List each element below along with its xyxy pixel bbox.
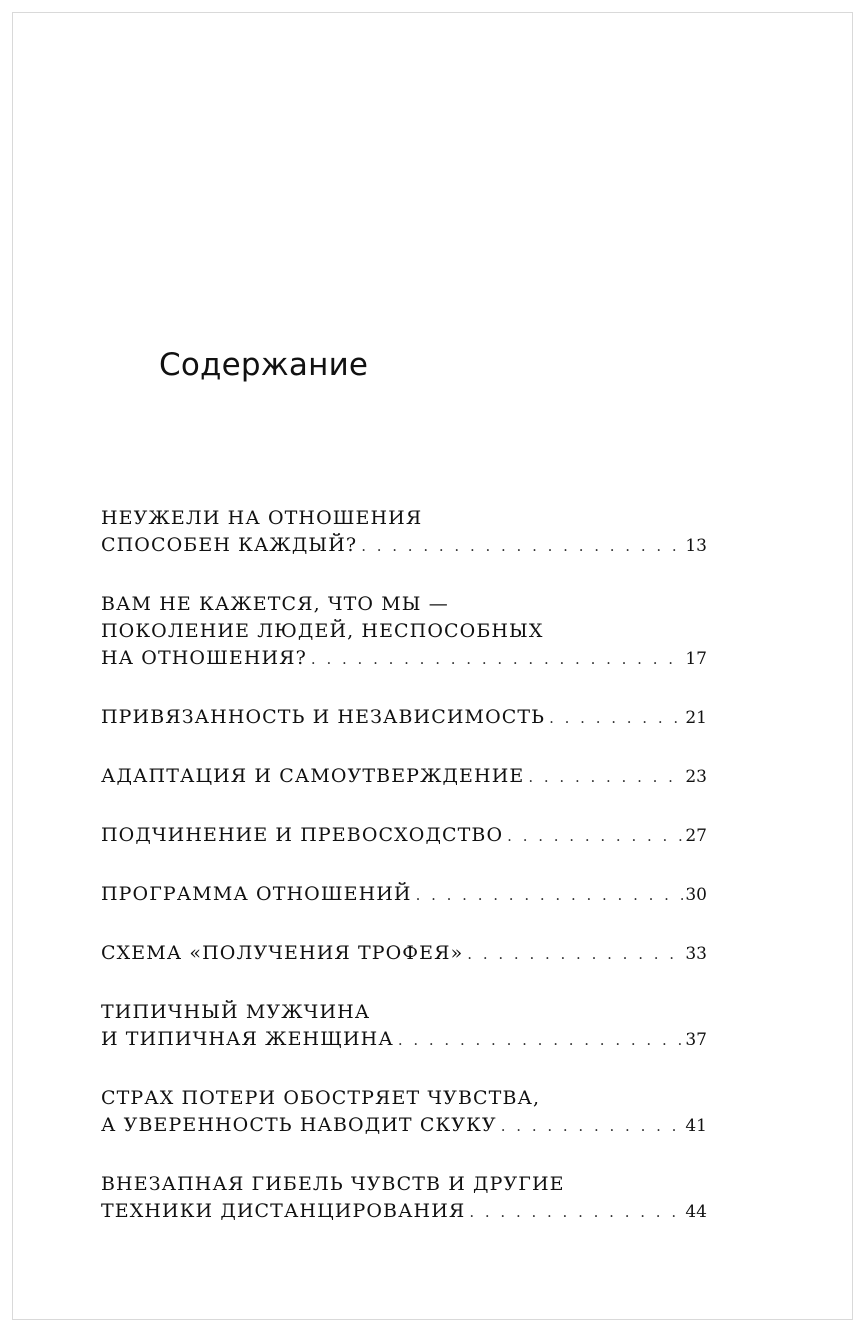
toc-entry-title-line: ВАМ НЕ КАЖЕТСЯ, ЧТО МЫ — xyxy=(101,593,449,615)
toc-entry-title-line: А УВЕРЕННОСТЬ НАВОДИТ СКУКУ xyxy=(101,1114,497,1136)
toc-entry-title-line: ТИПИЧНЫЙ МУЖЧИНА xyxy=(101,1001,371,1023)
toc-page-number: 37 xyxy=(685,1030,707,1050)
dot-leader xyxy=(398,1027,684,1054)
toc-page-number: 13 xyxy=(685,536,707,556)
toc-entry-title-line: НА ОТНОШЕНИЯ? xyxy=(101,647,307,669)
toc-entry[interactable] xyxy=(101,881,707,909)
toc-entry[interactable] xyxy=(101,505,707,560)
toc-entry-row xyxy=(101,704,707,732)
toc-entry-title-line: СХЕМА «ПОЛУЧЕНИЯ ТРОФЕЯ» xyxy=(101,942,464,964)
toc-page-number: 44 xyxy=(685,1202,707,1222)
toc-entry-title-line: ПОДЧИНЕНИЕ И ПРЕВОСХОДСТВО xyxy=(101,824,504,846)
page-title: Содержание xyxy=(159,347,369,383)
dot-leader xyxy=(507,823,683,850)
toc-entry-row xyxy=(101,645,707,673)
toc-entry-row xyxy=(101,1112,707,1140)
dot-leader xyxy=(549,705,683,732)
toc-entry[interactable] xyxy=(101,1171,707,1226)
toc-entry-title-line: ПОКОЛЕНИЕ ЛЮДЕЙ, НЕСПОСОБНЫХ xyxy=(101,620,544,642)
toc-entry-row xyxy=(101,881,707,909)
toc-entry-row xyxy=(101,763,707,791)
toc-entry[interactable] xyxy=(101,940,707,968)
toc-page-number: 23 xyxy=(685,767,707,787)
toc-entry-title-line: ПРИВЯЗАННОСТЬ И НЕЗАВИСИМОСТЬ xyxy=(101,706,546,728)
toc-page-number: 21 xyxy=(685,708,707,728)
dot-leader xyxy=(528,764,683,791)
toc-page-number: 30 xyxy=(685,885,707,905)
toc-entry[interactable] xyxy=(101,704,707,732)
toc-entry[interactable] xyxy=(101,763,707,791)
table-of-contents xyxy=(101,505,707,1257)
toc-entry[interactable] xyxy=(101,591,707,673)
toc-entry[interactable] xyxy=(101,822,707,850)
toc-entry-title-line: ВНЕЗАПНАЯ ГИБЕЛЬ ЧУВСТВ И ДРУГИЕ xyxy=(101,1173,565,1195)
toc-entry-row xyxy=(101,940,707,968)
dot-leader xyxy=(469,1199,683,1226)
toc-entry-row xyxy=(101,1198,707,1226)
toc-entry-row xyxy=(101,822,707,850)
dot-leader xyxy=(467,941,683,968)
toc-entry-title-line: НЕУЖЕЛИ НА ОТНОШЕНИЯ xyxy=(101,507,423,529)
toc-page-number: 27 xyxy=(685,826,707,846)
toc-entry-title-line: СТРАХ ПОТЕРИ ОБОСТРЯЕТ ЧУВСТВА, xyxy=(101,1087,541,1109)
toc-page-number: 41 xyxy=(685,1116,707,1136)
toc-entry-title-line: АДАПТАЦИЯ И САМОУТВЕРЖДЕНИЕ xyxy=(101,765,525,787)
dot-leader xyxy=(416,882,684,909)
toc-entry-row xyxy=(101,532,707,560)
dot-leader xyxy=(501,1113,684,1140)
dot-leader xyxy=(311,646,683,673)
toc-entry[interactable] xyxy=(101,1085,707,1140)
dot-leader xyxy=(361,533,683,560)
toc-entry-title-line: ПРОГРАММА ОТНОШЕНИЙ xyxy=(101,883,412,905)
toc-entry-row xyxy=(101,1026,707,1054)
toc-entry-title-line: ТЕХНИКИ ДИСТАНЦИРОВАНИЯ xyxy=(101,1200,466,1222)
toc-page-number: 33 xyxy=(685,944,707,964)
toc-page-number: 17 xyxy=(685,649,707,669)
toc-entry-title-line: И ТИПИЧНАЯ ЖЕНЩИНА xyxy=(101,1028,394,1050)
toc-entry-title-line: СПОСОБЕН КАЖДЫЙ? xyxy=(101,534,358,556)
toc-entry[interactable] xyxy=(101,999,707,1054)
